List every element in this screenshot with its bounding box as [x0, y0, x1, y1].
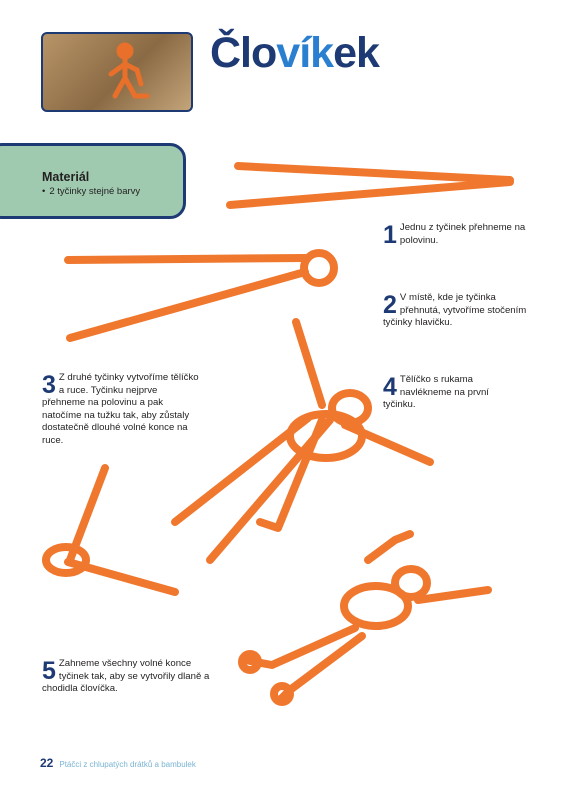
step-number: 5 — [42, 657, 56, 685]
step-text: Tělíčko s rukama navlékneme na první tyčinku. — [383, 374, 489, 411]
step-text: Zahneme všechny volné konce tyčinek tak, aby se vytvořily dlaně a chodidla človíčka. — [42, 658, 210, 695]
bullet-icon: • — [42, 186, 46, 197]
step-text: Z druhé tyčinky vytvoříme tělíčko a ruce. Tyčinku nejprve přehneme na polovinu a pak natočíme na tužku tak, aby zůstaly dostatečně dlouhé volné konce na ruce. — [42, 372, 199, 446]
footer — [40, 756, 196, 770]
step-number: 3 — [42, 371, 56, 399]
material-item: • 2 tyčinky stejné barvy — [42, 186, 141, 197]
step-4 — [383, 374, 523, 412]
step-number: 2 — [383, 291, 397, 319]
book-title: Ptáčci z chlupatých drátků a bambulek — [59, 760, 196, 769]
material-heading: Materiál — [42, 170, 90, 184]
step-1 — [383, 222, 533, 247]
step-number: 1 — [383, 221, 397, 249]
step-5 — [42, 658, 217, 696]
step-3 — [42, 372, 202, 448]
illustration-step-5 — [242, 534, 488, 702]
step-text: V místě, kde je tyčinka přehnutá, vytvoříme stočením tyčinky hlavičku. — [383, 292, 527, 329]
page-number: 22 — [40, 756, 54, 770]
page-title: Človíkek — [210, 29, 379, 77]
illustration-step-4 — [175, 322, 430, 560]
step-number: 4 — [383, 373, 397, 401]
illustration-step-3 — [46, 468, 175, 592]
step-text: Jednu z tyčinek přehneme na polovinu. — [399, 222, 526, 246]
step-2 — [383, 292, 533, 330]
illustration-step-1 — [230, 166, 510, 205]
